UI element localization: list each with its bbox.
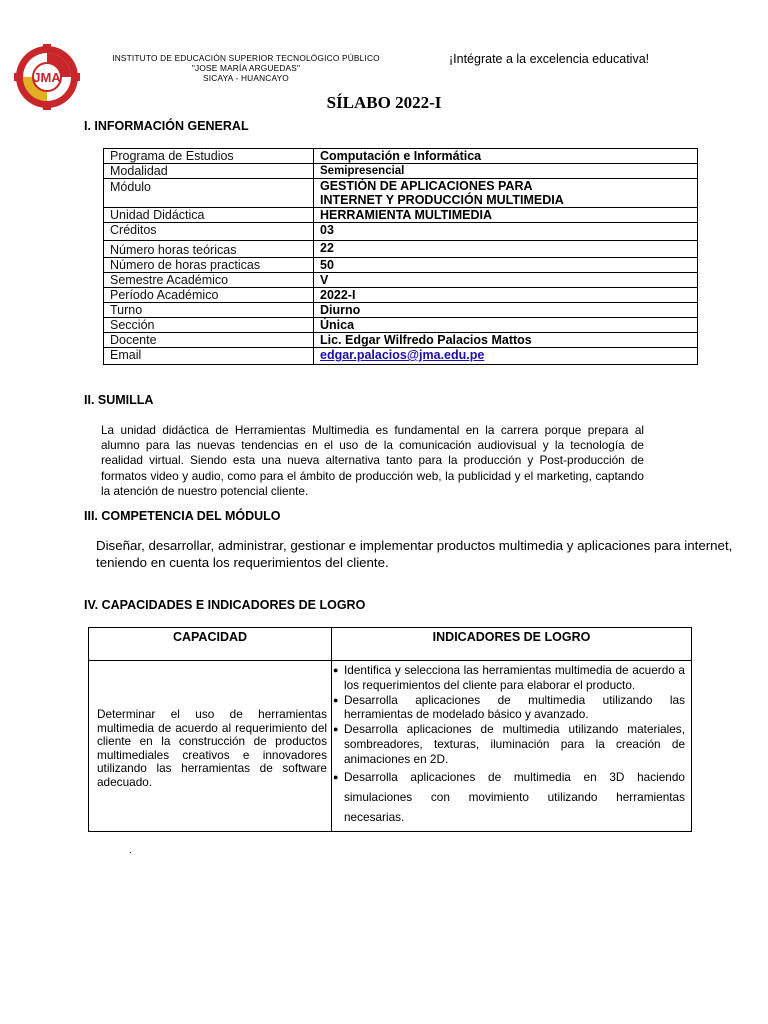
bullet-icon: ● [333,665,339,675]
row-label: Número horas teóricas [104,241,314,258]
bullet-icon: ● [333,771,339,782]
row-label: Modalidad [104,164,314,179]
column-header-capacity: CAPACIDAD [89,628,332,661]
table-row [104,223,698,241]
row-label: Docente [104,333,314,348]
institute-location: SICAYA - HUANCAYO [203,73,289,83]
row-value: Lic. Edgar Wilfredo Palacios Mattos [314,333,698,348]
email-link[interactable]: edgar.palacios@jma.edu.pe [320,348,485,362]
table-row [104,241,698,258]
row-value: 50 [314,258,698,273]
row-value [314,179,698,208]
table-row [104,288,698,303]
row-label: Número de horas practicas [104,258,314,273]
indicator-text: Desarrolla aplicaciones de multimedia utilizando las herramientas de modelado básico y avanzado. [344,692,685,722]
indicators-cell [332,661,692,832]
module-line-1: GESTIÓN DE APLICACIONES PARA [320,179,533,193]
list-item [332,663,685,693]
institute-name: INSTITUTO DE EDUCACIÓN SUPERIOR TECNOLÓGICO PÚBLICO [112,53,380,63]
table-row [104,348,698,365]
row-label: Turno [104,303,314,318]
capacities-table [88,627,692,832]
row-value: 22 [314,241,698,258]
sumilla-text: La unidad didáctica de Herramientas Multimedia es fundamental en la carrera porque prepara al alumno para las nuevas tendencias en el uso de la comunicación audiovisual y la tecnología de realidad virtual. Siendo esta una nueva alternativa tanto para la producción y Post-producción de formatos video y audio, como para el ámbito de producción web, la publicidad y el marketing, captando la atención de nuestro potencial cliente. [101,423,644,498]
table-row [104,164,698,179]
section-heading-competence: III. COMPETENCIA DEL MÓDULO [84,509,281,523]
column-header-indicators: INDICADORES DE LOGRO [332,628,692,661]
table-row [104,318,698,333]
row-label: Email [104,348,314,365]
competence-text: Diseñar, desarrollar, administrar, gestionar e implementar productos multimedia y aplicaciones para internet, teniendo en cuenta los requerimientos del cliente. [96,538,733,570]
row-value: V [314,273,698,288]
indicator-list [332,663,685,827]
row-label: Módulo [104,179,314,208]
row-label: Semestre Académico [104,273,314,288]
trailing-mark: . [129,845,132,856]
row-label: Programa de Estudios [104,149,314,164]
table-header-row [89,628,692,661]
row-label: Sección [104,318,314,333]
section-heading-general: I. INFORMACIÓN GENERAL [84,119,249,133]
table-row [104,149,698,164]
institute-school: "JOSE MARÍA ARGUEDAS" [191,63,301,73]
table-row [104,258,698,273]
document-title: SÍLABO 2022-I [326,93,442,112]
bullet-icon: ● [333,694,339,705]
table-row [104,179,698,208]
general-info-table [103,148,698,365]
bullet-icon: ● [333,724,339,735]
row-value: 03 [314,223,698,241]
module-line-2: INTERNET Y PRODUCCIÓN MULTIMEDIA [320,193,564,207]
table-row [104,303,698,318]
row-label: Período Académico [104,288,314,303]
row-value: Diurno [314,303,698,318]
indicator-text: Desarrolla aplicaciones de multimedia en 3D haciendo simulaciones con movimiento utilizando herramientas necesarias. [344,769,685,824]
row-label: Créditos [104,223,314,241]
row-value: Única [314,318,698,333]
table-row [104,333,698,348]
indicator-text: Identifica y selecciona las herramientas multimedia de acuerdo a los requerimientos del cliente para elaborar el producto. [344,663,685,692]
list-item [332,693,685,723]
list-item [332,722,685,766]
capacity-text: Determinar el uso de herramientas multimedia de acuerdo al requerimiento del cliente en la construcción de productos multimediales creativos e innovadores utilizando las herramientas de software adecuado. [89,661,332,832]
row-value: Semipresencial [314,164,698,179]
section-heading-sumilla: II. SUMILLA [84,393,154,407]
logo-text: JMA [33,70,61,85]
row-value: Computación e Informática [314,149,698,164]
row-value: HERRAMIENTA MULTIMEDIA [314,208,698,223]
row-value [314,348,698,365]
row-label: Unidad Didáctica [104,208,314,223]
slogan: ¡Intégrate a la excelencia educativa! [449,52,650,66]
row-value: 2022-I [314,288,698,303]
indicator-text: Desarrolla aplicaciones de multimedia utilizando materiales, sombreadores, texturas, iluminación para la creación de animaciones en 2D. [344,722,685,766]
list-item [332,767,685,827]
table-row [89,661,692,832]
table-row [104,208,698,223]
table-row [104,273,698,288]
section-heading-capacities: IV. CAPACIDADES E INDICADORES DE LOGRO [84,598,366,612]
